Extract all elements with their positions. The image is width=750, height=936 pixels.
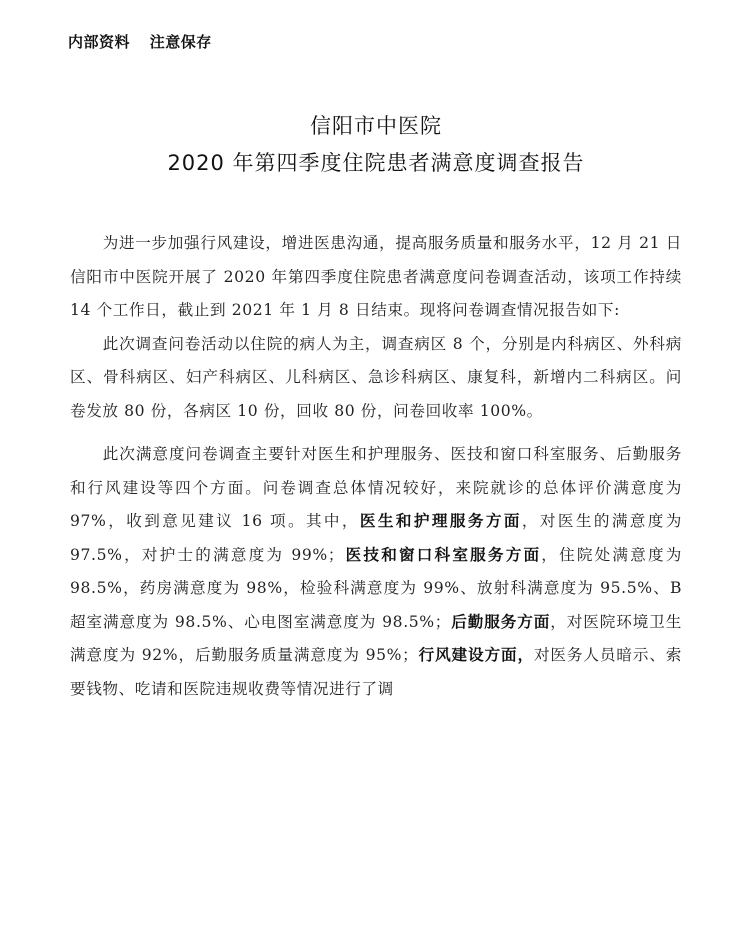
- paragraph-survey-results: [70, 438, 682, 706]
- results-text-1: 此次满意度问卷调查主要针对医生和护理服务、医技和窗口科室服务、后勤服务和行风建设等四个方面。问卷调查总体情况较好，来院就诊的总体评价满意度为 97%，收到意见建议 16 项。其中，: [70, 445, 682, 530]
- results-text-3: ，住院处满意度为 98.5%，药房满意度为 98%，检验科满意度为 99%、放射科满意度为 95.5%、B 超室满意度为 98.5%、心电图室满意度为 98.5%；: [70, 545, 682, 631]
- internal-material-label: 内部资料: [68, 33, 131, 51]
- paragraph-survey-scope: 此次调查问卷活动以住院的病人为主，调查病区 8 个，分别是内科病区、外科病区、骨科病区、妇产科病区、儿科病区、急诊科病区、康复科，新增内二科病区。问卷发放 80 份，各病区 10 份，回收 80 份，问卷回收率 100%。: [70, 334, 682, 420]
- paragraph-intro: 为进一步加强行风建设，增进医患沟通，提高服务质量和服务水平，12 月 21 日信阳市中医院开展了 2020 年第四季度住院患者满意度问卷调查活动，该项工作持续 14 个工作日，截止到 2021 年 1 月 8 日结束。现将问卷调查情况报告如下:: [70, 234, 682, 319]
- document-title-hospital: 信阳市中医院: [310, 114, 442, 138]
- heading-medtech-window: 医技和窗口科室服务方面: [344, 545, 542, 564]
- document-body: [70, 227, 682, 706]
- heading-logistics: 后勤服务方面: [450, 612, 551, 631]
- keep-safe-label: 注意保存: [149, 33, 212, 51]
- confidential-mark: [68, 31, 212, 52]
- heading-conduct: 行风建设方面，: [418, 646, 534, 664]
- results-text-5: 对医务人员暗示、索要钱物、吃请和医院违规收费等情况进行了调: [70, 646, 682, 698]
- heading-doctor-nursing: 医生和护理服务方面: [359, 512, 522, 530]
- document-title-report: 2020 年第四季度住院患者满意度调查报告: [167, 151, 585, 175]
- results-text-2: ，对医生的满意度为 97.5%，对护士的满意度为 99%；: [70, 512, 682, 564]
- results-text-4: ，对医院环境卫生满意度为 92%，后勤服务质量满意度为 95%；: [70, 612, 682, 664]
